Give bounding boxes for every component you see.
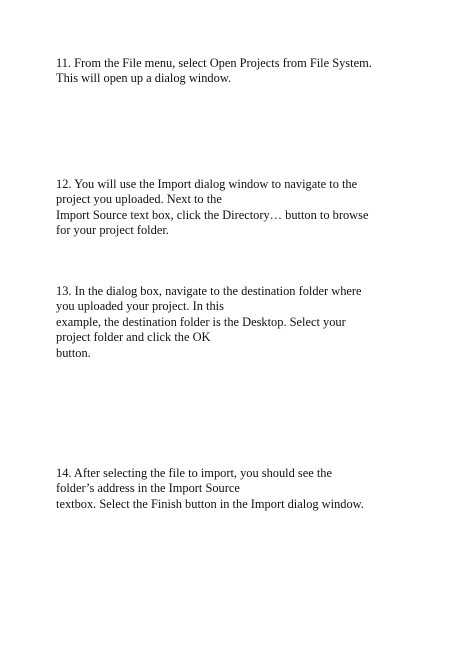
step-13-paragraph — [56, 284, 456, 361]
text-line: button. — [56, 345, 91, 360]
text-line: 12. You will use the Import dialog window to navigate to the — [56, 177, 358, 191]
text-line: folder’s address in the Import Source — [56, 481, 240, 496]
text-line: 11. From the File menu, select Open Projects from File System. — [56, 56, 372, 70]
step-14-paragraph — [56, 466, 456, 512]
step-12-paragraph — [56, 177, 456, 239]
text-line: Import Source text box, click the Directory… button to browse — [56, 207, 369, 222]
text-line: project folder and click the OK — [56, 330, 211, 345]
text-line: you uploaded your project. In this — [56, 299, 224, 314]
text-line: textbox. Select the Finish button in the Import dialog window. — [56, 496, 364, 511]
step-11-paragraph — [56, 56, 456, 87]
text-line: This will open up a dialog window. — [56, 71, 232, 86]
text-line: for your project folder. — [56, 223, 169, 238]
text-line: example, the destination folder is the Desktop. Select your — [56, 314, 346, 329]
text-line: 13. In the dialog box, navigate to the destination folder where — [56, 284, 362, 298]
text-line: project you uploaded. Next to the — [56, 192, 222, 207]
text-line: 14. After selecting the file to import, you should see the — [56, 466, 332, 480]
